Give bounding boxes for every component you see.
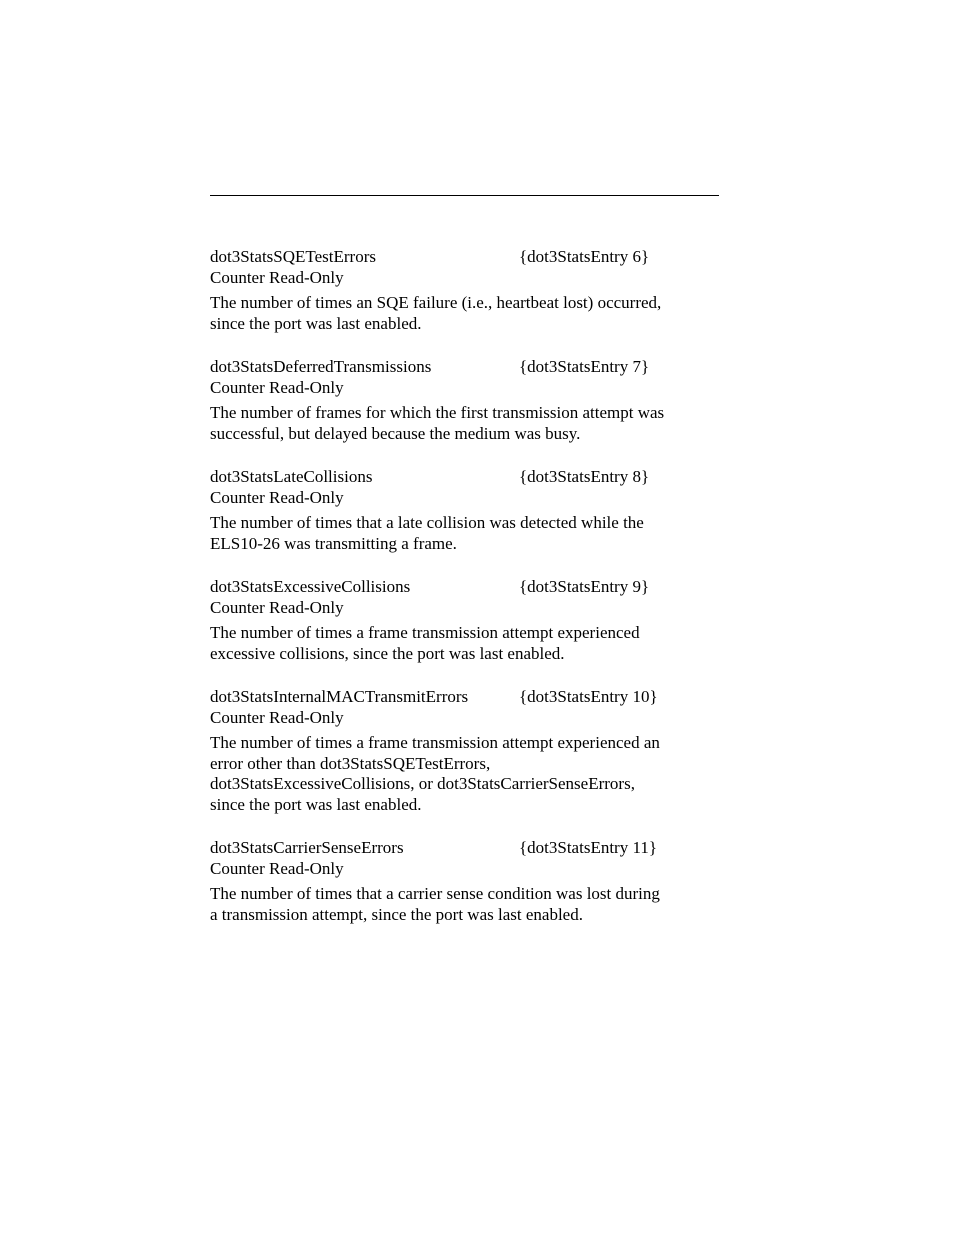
object-type: Counter Read-Only bbox=[210, 487, 344, 507]
object-description: The number of times that a carrier sense condition was lost during a transmission attempt, since the port was last enabled. bbox=[210, 884, 660, 924]
object-description: The number of frames for which the first transmission attempt was successful, but delayed because the medium was busy. bbox=[210, 403, 665, 443]
mib-entry bbox=[210, 687, 719, 815]
mib-entry-list bbox=[210, 247, 719, 948]
object-type: Counter Read-Only bbox=[210, 597, 344, 617]
mib-entry bbox=[210, 838, 719, 925]
mib-entry bbox=[210, 357, 719, 444]
object-type: Counter Read-Only bbox=[210, 858, 344, 878]
object-identifier: {dot3StatsEntry 8} bbox=[519, 467, 650, 486]
object-type: Counter Read-Only bbox=[210, 267, 344, 287]
object-identifier: {dot3StatsEntry 7} bbox=[519, 357, 650, 376]
mib-entry bbox=[210, 247, 719, 334]
object-identifier: {dot3StatsEntry 11} bbox=[519, 838, 657, 857]
object-name: dot3StatsSQETestErrors bbox=[210, 247, 376, 266]
object-name: dot3StatsLateCollisions bbox=[210, 467, 373, 486]
object-description: The number of times a frame transmission attempt experienced an error other than dot3StatsSQETestErrors, dot3StatsExcessiveCollisions, or dot3StatsCarrierSenseErrors, since the port was last enabled. bbox=[210, 733, 660, 814]
object-type: Counter Read-Only bbox=[210, 707, 344, 727]
entry-heading bbox=[210, 687, 719, 708]
entry-heading bbox=[210, 838, 719, 859]
object-name: dot3StatsCarrierSenseErrors bbox=[210, 838, 404, 857]
entry-heading bbox=[210, 467, 719, 488]
entry-heading bbox=[210, 357, 719, 378]
object-identifier: {dot3StatsEntry 10} bbox=[519, 687, 658, 706]
object-type: Counter Read-Only bbox=[210, 377, 344, 397]
object-description: The number of times a frame transmission attempt experienced excessive collisions, since the port was last enabled. bbox=[210, 623, 640, 663]
mib-entry bbox=[210, 467, 719, 554]
object-description: The number of times an SQE failure (i.e., heartbeat lost) occurred, since the port was last enabled. bbox=[210, 293, 662, 333]
object-identifier: {dot3StatsEntry 6} bbox=[519, 247, 650, 266]
object-identifier: {dot3StatsEntry 9} bbox=[519, 577, 650, 596]
object-description: The number of times that a late collision was detected while the ELS10-26 was transmitting a frame. bbox=[210, 513, 644, 553]
object-name: dot3StatsInternalMACTransmitErrors bbox=[210, 687, 469, 706]
entry-heading bbox=[210, 247, 719, 268]
entry-heading bbox=[210, 577, 719, 598]
object-name: dot3StatsDeferredTransmissions bbox=[210, 357, 432, 376]
object-name: dot3StatsExcessiveCollisions bbox=[210, 577, 411, 596]
header-rule bbox=[210, 195, 719, 196]
mib-entry bbox=[210, 577, 719, 664]
